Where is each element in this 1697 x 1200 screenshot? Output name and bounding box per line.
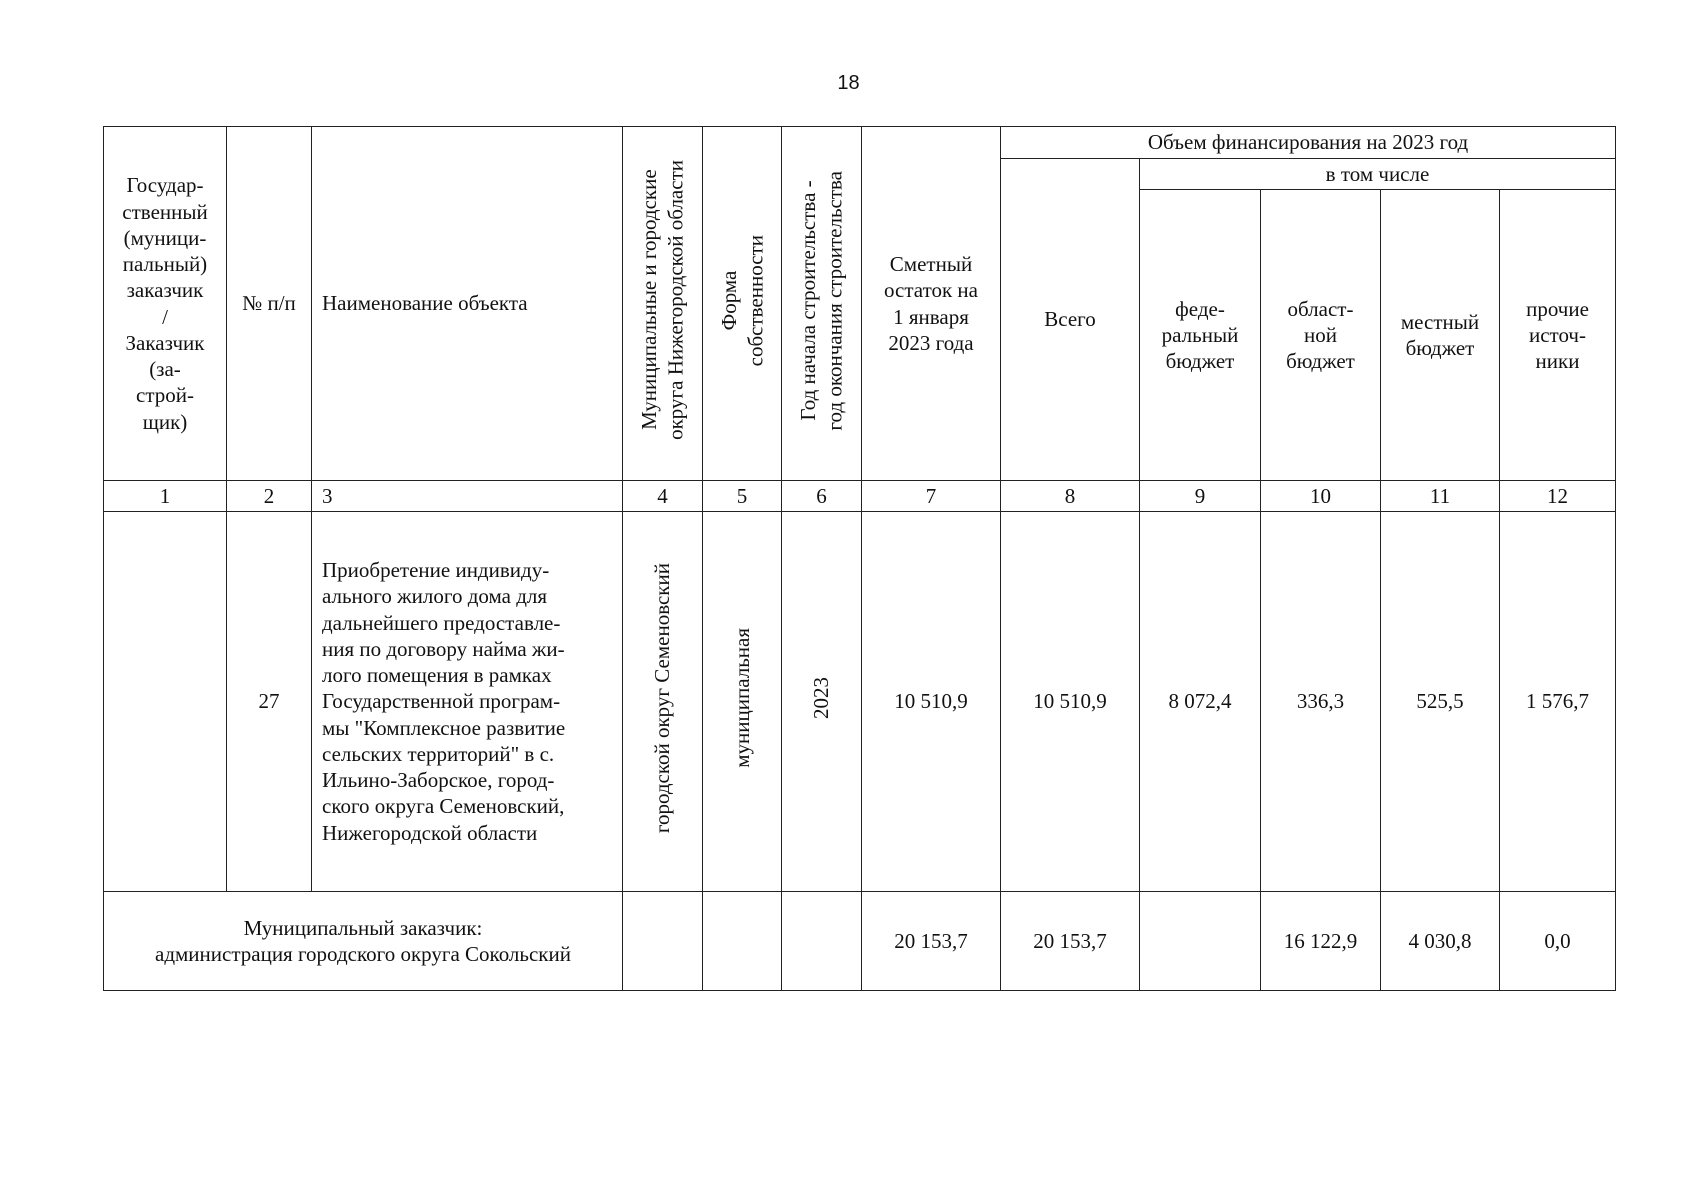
row-total: 10 510,9 (1001, 512, 1140, 892)
header-regional: област- ной бюджет (1261, 190, 1381, 481)
row-customer (104, 512, 227, 892)
row-year: 2023 (809, 677, 834, 720)
column-number: 12 (1500, 481, 1616, 512)
row-object-name: Приобретение индивиду- ального жилого дома для дальнейшего предоставле- ния по договору найма жи- лого помещения в рамках Государственной програм- мы "Комплексное развитие сельских территорий" в с. Ильино-Заборское, город- ского округа Семеновский, Нижегородской области (312, 512, 623, 892)
summary-year (782, 892, 862, 991)
header-ownership-cell (703, 127, 782, 481)
column-number: 5 (703, 481, 782, 512)
header-num: № п/п (227, 127, 312, 481)
column-number: 4 (623, 481, 703, 512)
column-number: 9 (1140, 481, 1261, 512)
header-other: прочие источ- ники (1500, 190, 1616, 481)
summary-other: 0,0 (1500, 892, 1616, 991)
summary-label: Муниципальный заказчик: администрация городского округа Сокольский (104, 892, 623, 991)
financing-table (103, 126, 1616, 991)
summary-estimate: 20 153,7 (862, 892, 1001, 991)
row-estimate: 10 510,9 (862, 512, 1001, 892)
summary-federal (1140, 892, 1261, 991)
header-municipalities: Муниципальные и городские округа Нижегородской области (637, 160, 688, 441)
header-object-name: Наименование объекта (312, 127, 623, 481)
row-federal: 8 072,4 (1140, 512, 1261, 892)
header-financing-title: Объем финансирования на 2023 год (1001, 127, 1616, 159)
row-municipality: городской округ Семеновский (650, 563, 675, 834)
column-number: 11 (1381, 481, 1500, 512)
header-including: в том числе (1140, 159, 1616, 190)
row-ownership: муниципальная (729, 628, 754, 769)
header-estimate: Сметный остаток на 1 января 2023 года (862, 127, 1001, 481)
row-municipality-cell (623, 512, 703, 892)
header-customer: Государ- ственный (муници- пальный) заказчик / Заказчик (за- строй- щик) (104, 127, 227, 481)
column-number: 6 (782, 481, 862, 512)
summary-ownership (703, 892, 782, 991)
row-local: 525,5 (1381, 512, 1500, 892)
column-number: 3 (312, 481, 623, 512)
summary-municipality (623, 892, 703, 991)
column-number: 2 (227, 481, 312, 512)
header-years-cell (782, 127, 862, 481)
page-number: 18 (837, 72, 860, 94)
summary-row (104, 892, 1616, 991)
column-numbers-row (104, 481, 1616, 512)
summary-total: 20 153,7 (1001, 892, 1140, 991)
row-other: 1 576,7 (1500, 512, 1616, 892)
header-local: местный бюджет (1381, 190, 1500, 481)
column-number: 8 (1001, 481, 1140, 512)
column-number: 10 (1261, 481, 1381, 512)
table-row (104, 512, 1616, 892)
column-number: 1 (104, 481, 227, 512)
header-years: Год начала строительства - год окончания строительства (796, 170, 847, 431)
header-row-1 (104, 127, 1616, 159)
summary-regional: 16 122,9 (1261, 892, 1381, 991)
column-number: 7 (862, 481, 1001, 512)
header-municipalities-cell (623, 127, 703, 481)
summary-local: 4 030,8 (1381, 892, 1500, 991)
row-regional: 336,3 (1261, 512, 1381, 892)
row-ownership-cell (703, 512, 782, 892)
header-ownership: Форма собственности (716, 234, 767, 367)
header-federal: феде- ральный бюджет (1140, 190, 1261, 481)
row-num: 27 (227, 512, 312, 892)
row-year-cell (782, 512, 862, 892)
header-total: Всего (1001, 159, 1140, 481)
